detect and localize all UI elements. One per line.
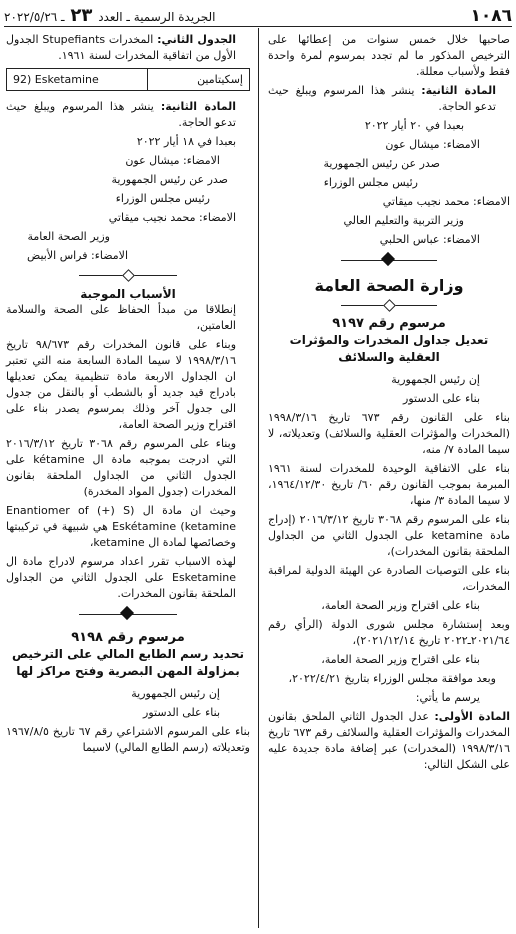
drug-name-arabic: إسكيتامين xyxy=(147,69,249,91)
preamble-line: بناء على الدستور xyxy=(403,392,480,405)
decree-title: تحديد رسم الطابع المالي على الترخيص بمزاولة المهن البصرية وفتح مراكز لها xyxy=(11,647,244,678)
preamble-line: بناء على القانون رقم ٦٧٣ تاريخ ١٩٩٨/٣/١٦ (المخدرات والمؤثرات العقلية والسلائف) وتعديلاته، لا سيما المادة ٧/ منه، xyxy=(268,411,510,456)
pm-title: رئيس مجلس الوزراء xyxy=(323,176,418,189)
article-label: المادة الثانية: xyxy=(421,84,496,97)
gazette-name: الجريدة الرسمية ـ العدد xyxy=(98,10,216,24)
table-row xyxy=(7,69,250,91)
divider xyxy=(268,300,510,310)
page-header xyxy=(4,0,512,27)
issued-by: صدر عن رئيس الجمهورية xyxy=(111,173,228,186)
drug-table xyxy=(6,68,250,91)
right-column xyxy=(268,32,510,776)
preamble-line: بناء على الدستور xyxy=(143,706,220,719)
signature-president: الامضاء: ميشال عون xyxy=(125,154,220,167)
reasons-title: الأسباب الموجبة xyxy=(80,287,176,301)
article-text: ينشر هذا المرسوم ويبلغ حيث تدعو الحاجة. xyxy=(268,84,496,113)
issue-date: ـ ٢٠٢٢/٥/٢٦ xyxy=(4,10,65,24)
preamble-line: وبعد موافقة مجلس الوزراء بتاريخ ٢٠٢٢/٤/٢١، xyxy=(288,672,496,685)
preamble-line: إن رئيس الجمهورية xyxy=(131,687,220,700)
signature-date: بعبدا في ١٨ أيار ٢٠٢٢ xyxy=(136,135,236,148)
preamble-line: بناء على المرسوم رقم ٣٠٦٨ تاريخ ٢٠١٦/٣/١٢ (إدراج مادة ketamine على الجدول الثاني من الجداول الملحقة بقانون المخدرات)، xyxy=(268,513,510,558)
table-two-heading xyxy=(6,32,250,64)
reasons-paragraph: وحيث ان مادة ال Enantiomer of (+) S) Eskétamine (ketamine هي شبيهة في تركيبتها وخصائصها لمادة ال ketamine، xyxy=(6,504,237,549)
decree-number: مرسوم رقم ٩١٩٧ xyxy=(332,316,446,331)
table-label: الجدول الثاني: xyxy=(157,33,236,46)
preamble-line: بناء على اقتراح وزير الصحة العامة، xyxy=(321,653,480,666)
preamble-line: يرسم ما يأتي: xyxy=(415,691,480,704)
article-two xyxy=(268,83,510,115)
page-number: ١٠٨٦ xyxy=(470,6,512,26)
reasons-paragraph: وبناء على قانون المخدرات رقم ٩٨/٦٧٣ تاريخ ١٩٩٨/٣/١٦ لا سيما المادة السابعة منه التي تعتبر ان الجداول الاربعة مادة تنظيمية يمكن تعديلها بادراج قيد جديد أو بالشطب أو بالنقل من جدول الى جدول آخر وذلك بمرسوم يصدر بناء على اقتراح وزير الصحة العامة، xyxy=(6,338,237,431)
signature-president: الامضاء: ميشال عون xyxy=(385,138,480,151)
minister-title: وزير التربية والتعليم العالي xyxy=(343,214,464,227)
reasons-paragraph: إنطلاقا من مبدأ الحفاظ على الصحة والسلامة العامتين، xyxy=(6,303,236,332)
signature-date: بعبدا في ٢٠ أيار ٢٠٢٢ xyxy=(364,119,464,132)
reasons-paragraph: لهذه الاسباب تقرر اعداد مرسوم لادراج مادة ال Esketamine على الجدول الثاني من الجداول الملحقة بقانون المخدرات. xyxy=(6,555,236,600)
section-separator xyxy=(268,252,510,270)
minister-title: وزير الصحة العامة xyxy=(27,230,110,243)
section-separator xyxy=(6,606,250,624)
article-label: المادة الثانية: xyxy=(160,100,236,113)
preamble-line: بناء على المرسوم الاشتراعي رقم ٦٧ تاريخ ١٩٦٧/٨/٥ وتعديلاته (رسم الطابع المالي) لاسيما xyxy=(6,725,251,754)
article-two xyxy=(6,99,250,131)
preamble-line: بناء على التوصيات الصادرة عن الهيئة الدولية لمراقبة المخدرات، xyxy=(268,564,510,593)
preamble-line: وبعد إستشارة مجلس شورى الدولة (الرأي رقم ٢٠٢١/٦٤ـ٢٠٢٢ تاريخ ٢٠٢١/١٢/١٤)، xyxy=(268,618,510,647)
pm-signature: الامضاء: محمد نجيب ميقاتي xyxy=(108,211,236,224)
gazette-header xyxy=(4,5,216,26)
left-column xyxy=(6,32,250,759)
article-one xyxy=(268,709,510,773)
decree-title: تعديل جداول المخدرات والمؤثرات العقلية والسلائف xyxy=(289,333,489,364)
reasons-paragraph: وبناء على المرسوم رقم ٣٠٦٨ تاريخ ٢٠١٦/٣/١٢ التي ادرجت بموجبه مادة ال kétamine على الجدول الثاني من الجداول الملحقة بقانون المخدرات (جدول المواد المخدرة) xyxy=(6,437,237,498)
article-label: المادة الأولى: xyxy=(434,710,510,723)
column-divider xyxy=(258,28,259,928)
article-text: ينشر هذا المرسوم ويبلغ حيث تدعو الحاجة. xyxy=(6,100,236,129)
preamble-line: بناء على اقتراح وزير الصحة العامة، xyxy=(321,599,480,612)
pm-signature: الامضاء: محمد نجيب ميقاتي xyxy=(382,195,510,208)
minister-signature: الامضاء: عباس الحلبي xyxy=(379,233,480,246)
section-title: وزارة الصحة العامة xyxy=(314,276,464,295)
preamble-line: بناء على الاتفاقية الوحيدة للمخدرات لسنة ١٩٦١ المبرمة بموجب القانون رقم ٦٠/ تاريخ ١٩٦٤/١٢/٣٠، لا سيما المادة ٣/ منها، xyxy=(268,462,510,507)
issue-number: ٢٣ xyxy=(70,5,93,26)
pm-title: رئيس مجلس الوزراء xyxy=(115,192,210,205)
table-heading-text: المخدرات Stupefiants الجدول الأول من اتفاقية المخدرات لسنة ١٩٦١. xyxy=(6,33,236,62)
continued-paragraph: صاحبها خلال خمس سنوات من إعطائها على الترخيص المذكور ما لم تجدد بمرسوم لمرة واحدة فقط ولأسباب معللة. xyxy=(268,33,510,78)
decree-number: مرسوم رقم ٩١٩٨ xyxy=(71,630,185,645)
preamble-line: إن رئيس الجمهورية xyxy=(391,373,480,386)
minister-signature: الامضاء: فراس الأبيض xyxy=(27,249,128,262)
divider xyxy=(6,270,250,280)
drug-name-latin: 92) Esketamine xyxy=(7,69,148,91)
article-text: عدل الجدول الثاني الملحق بقانون المخدرات والمؤثرات العقلية والسلائف رقم ٦٧٣ تاريخ ١٩٩٨/٣/١٦ (المخدرات) عبر إضافة مادة جديدة عليه على الشكل التالي: xyxy=(268,710,510,771)
issued-by: صدر عن رئيس الجمهورية xyxy=(323,157,440,170)
